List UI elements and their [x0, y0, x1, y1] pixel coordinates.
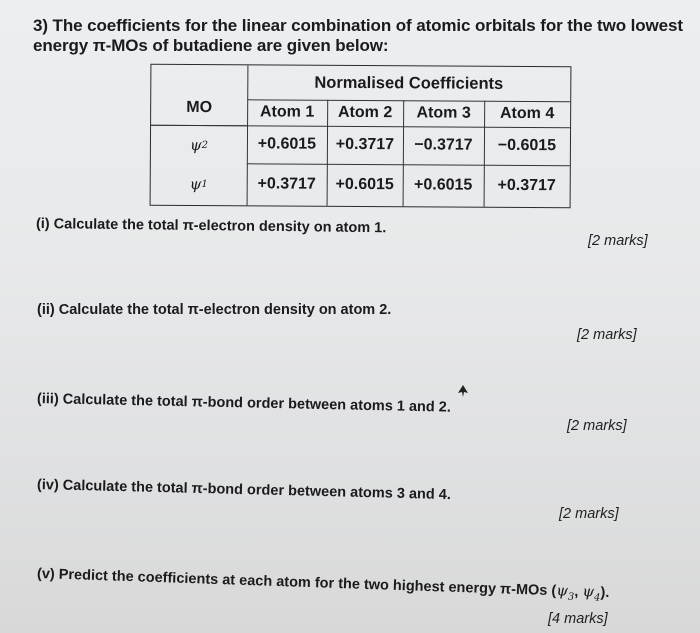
group-header: Normalised Coefficients [314, 73, 504, 93]
psi-4-symbol: $\psi_4$ [582, 582, 601, 604]
psi1-atom-1: +0.3717 [257, 175, 316, 193]
part-iii-text: (iii) Calculate the total π-bond order between atoms 1 and 2. [36, 391, 452, 416]
part-ii-text: (ii) Calculate the total π-electron density on atom 2. [37, 302, 392, 318]
psi1-atom-3: +0.6015 [414, 176, 473, 194]
part-iii-marks: [2 marks] [567, 418, 627, 434]
atom-3-header: Atom 3 [416, 104, 471, 122]
part-iv-marks: [2 marks] [559, 506, 619, 522]
part-v-marks: [4 marks] [548, 611, 608, 627]
part-i-text: (i) Calculate the total π-electron density on atom 1. [35, 216, 387, 237]
atom-1-header: Atom 1 [259, 103, 315, 121]
part-ii-marks: [2 marks] [577, 327, 637, 343]
psi2-atom-2: +0.3717 [335, 135, 395, 154]
question-line-1: 3) The coefficients for the linear combination of atomic orbitals for the two lowest [33, 16, 683, 35]
psi-3-symbol: $\psi_3$ [555, 581, 575, 603]
atom-2-header: Atom 2 [337, 103, 393, 122]
coefficients-table [150, 64, 572, 209]
psi1-atom-2: +0.6015 [335, 175, 394, 194]
part-iv-text: (iv) Calculate the total π-bond order between atoms 3 and 4. [36, 477, 452, 504]
psi2-atom-1: +0.6015 [257, 135, 317, 153]
atom-4-header: Atom 4 [499, 104, 555, 123]
psi1-atom-4: +0.3717 [497, 176, 556, 195]
row-psi2-label: ψ 2 [189, 135, 209, 155]
part-v-text: (v) Predict the coefficients at each atom for the two highest energy π-MOs ($\psi_3$, $\psi_4$). [36, 566, 610, 604]
psi2-atom-3: −0.3717 [414, 136, 473, 154]
row-psi1-label: ψ 1 [189, 174, 208, 194]
question-line-2: energy π-MOs of butadiene are given below: [33, 36, 389, 55]
psi2-atom-4: −0.6015 [497, 136, 557, 155]
part-i-marks: [2 marks] [588, 233, 648, 249]
mo-header: MO [186, 98, 213, 117]
mouse-pointer-icon [456, 384, 470, 398]
